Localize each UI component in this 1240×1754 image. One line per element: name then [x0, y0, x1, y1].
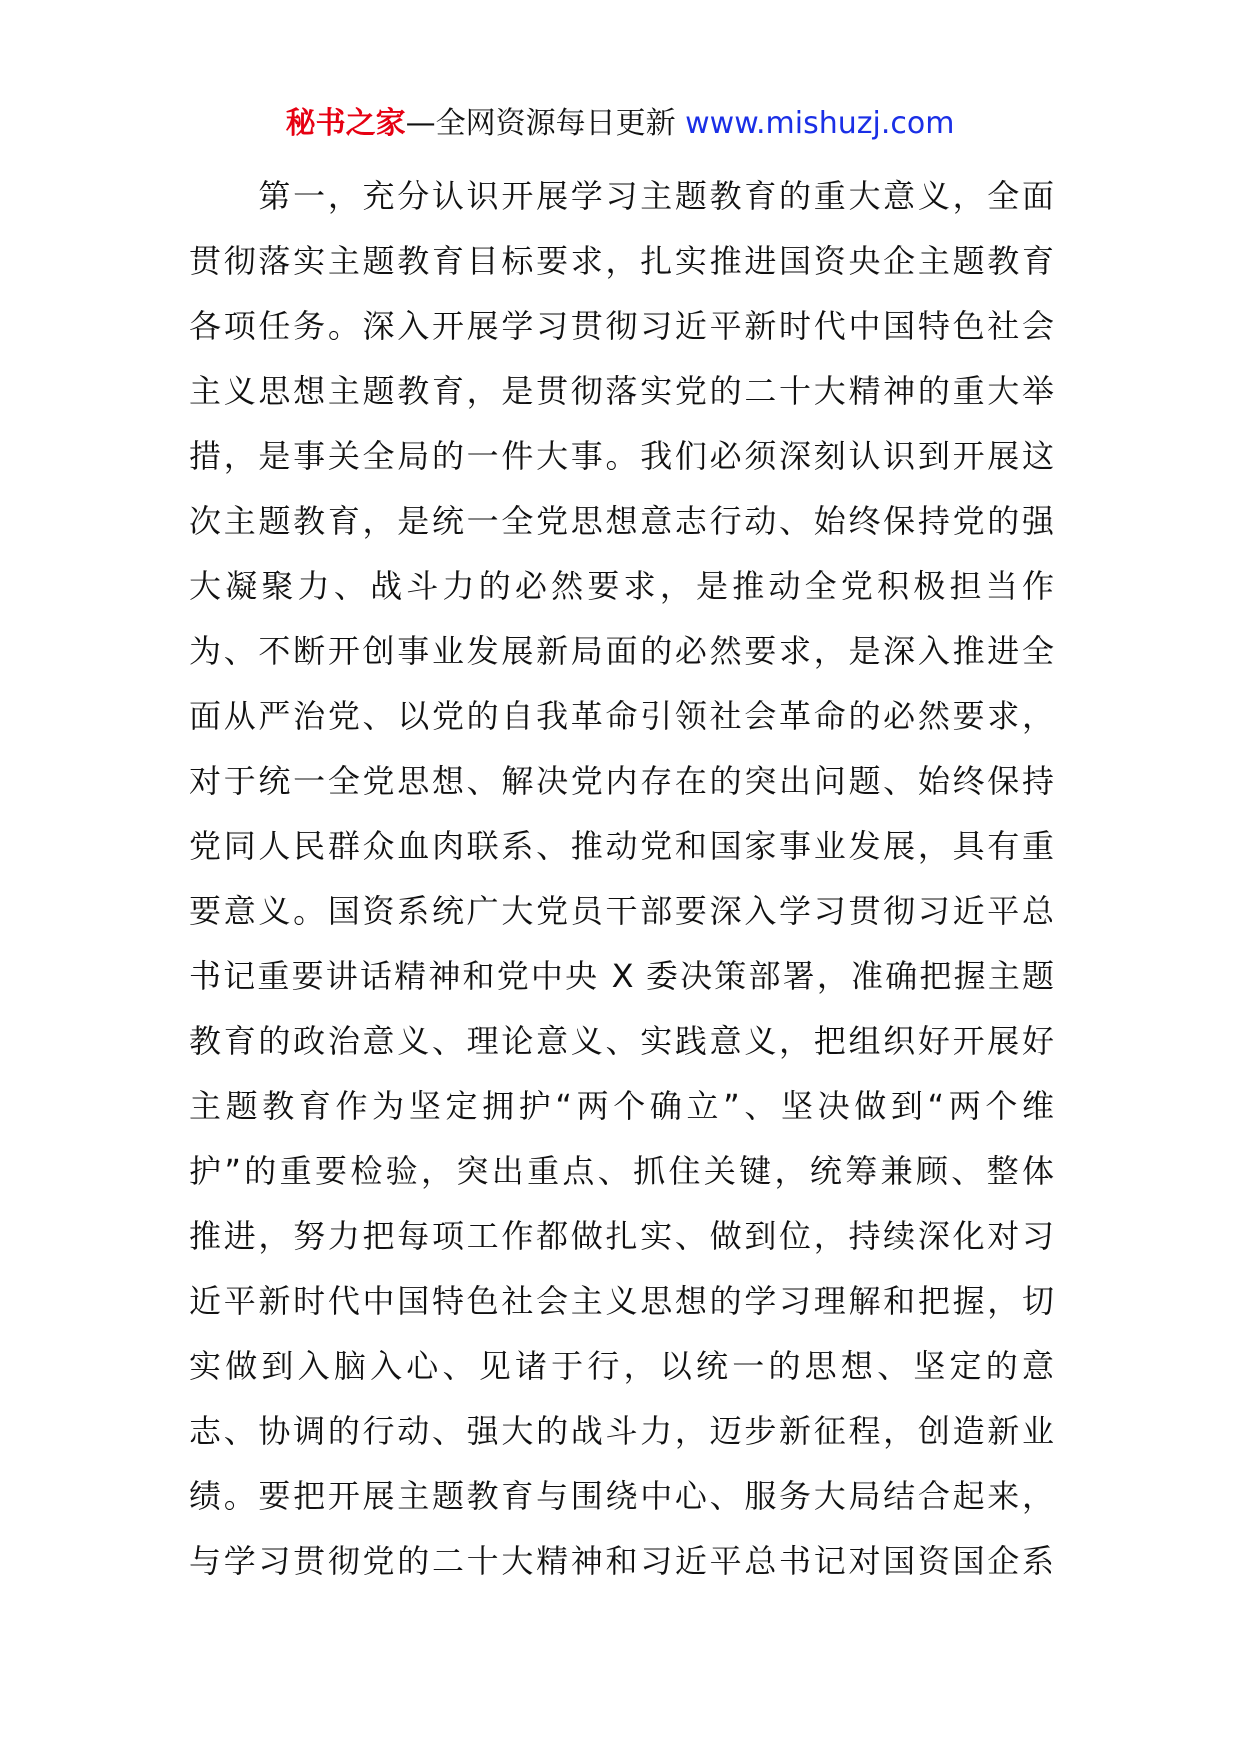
text-line: 主题教育作为坚定拥护“两个确立”、坚决做到“两个维: [189, 1087, 1054, 1125]
text-line: 各项任务。深入开展学习贯彻习近平新时代中国特色社会: [189, 307, 1054, 345]
text-line: 护”的重要检验，突出重点、抓住关键，统筹兼顾、整体: [189, 1152, 1054, 1190]
header-tagline: —全网资源每日更新: [405, 106, 676, 141]
text-line: 志、协调的行动、强大的战斗力，迈步新征程，创造新业: [189, 1412, 1054, 1450]
text-line: 教育的政治意义、理论意义、实践意义，把组织好开展好: [189, 1022, 1054, 1060]
text-line: 大凝聚力、战斗力的必然要求，是推动全党积极担当作: [189, 567, 1054, 605]
text-line: 绩。要把开展主题教育与围绕中心、服务大局结合起来，: [189, 1477, 1054, 1515]
text-line: 主义思想主题教育，是贯彻落实党的二十大精神的重大举: [189, 372, 1054, 410]
text-line: 实做到入脑入心、见诸于行，以统一的思想、坚定的意: [189, 1347, 1054, 1385]
site-url-link[interactable]: www.mishuzj.com: [685, 106, 955, 141]
text-line: 与学习贯彻党的二十大精神和习近平总书记对国资国企系: [189, 1542, 1054, 1580]
text-line: 次主题教育，是统一全党思想意志行动、始终保持党的强: [189, 502, 1054, 540]
text-line: 党同人民群众血肉联系、推动党和国家事业发展，具有重: [189, 827, 1054, 865]
body-paragraph: [189, 164, 1054, 1594]
text-line: 贯彻落实主题教育目标要求，扎实推进国资央企主题教育: [189, 242, 1054, 280]
text-line: 要意义。国资系统广大党员干部要深入学习贯彻习近平总: [189, 892, 1054, 930]
page-header: [0, 100, 1240, 148]
brand-name: 秘书之家: [285, 106, 406, 141]
text-line: 近平新时代中国特色社会主义思想的学习理解和把握，切: [189, 1282, 1054, 1320]
text-line: 措，是事关全局的一件大事。我们必须深刻认识到开展这: [189, 437, 1054, 475]
text-line: 对于统一全党思想、解决党内存在的突出问题、始终保持: [189, 762, 1054, 800]
text-line: 为、不断开创事业发展新局面的必然要求，是深入推进全: [189, 632, 1054, 670]
text-line: 面从严治党、以党的自我革命引领社会革命的必然要求，: [189, 697, 1054, 735]
text-line: 书记重要讲话精神和党中央 X 委决策部署，准确把握主题: [189, 957, 1054, 995]
text-line: 推进，努力把每项工作都做扎实、做到位，持续深化对习: [189, 1217, 1054, 1255]
text-line: 第一，充分认识开展学习主题教育的重大意义，全面: [189, 177, 1054, 215]
